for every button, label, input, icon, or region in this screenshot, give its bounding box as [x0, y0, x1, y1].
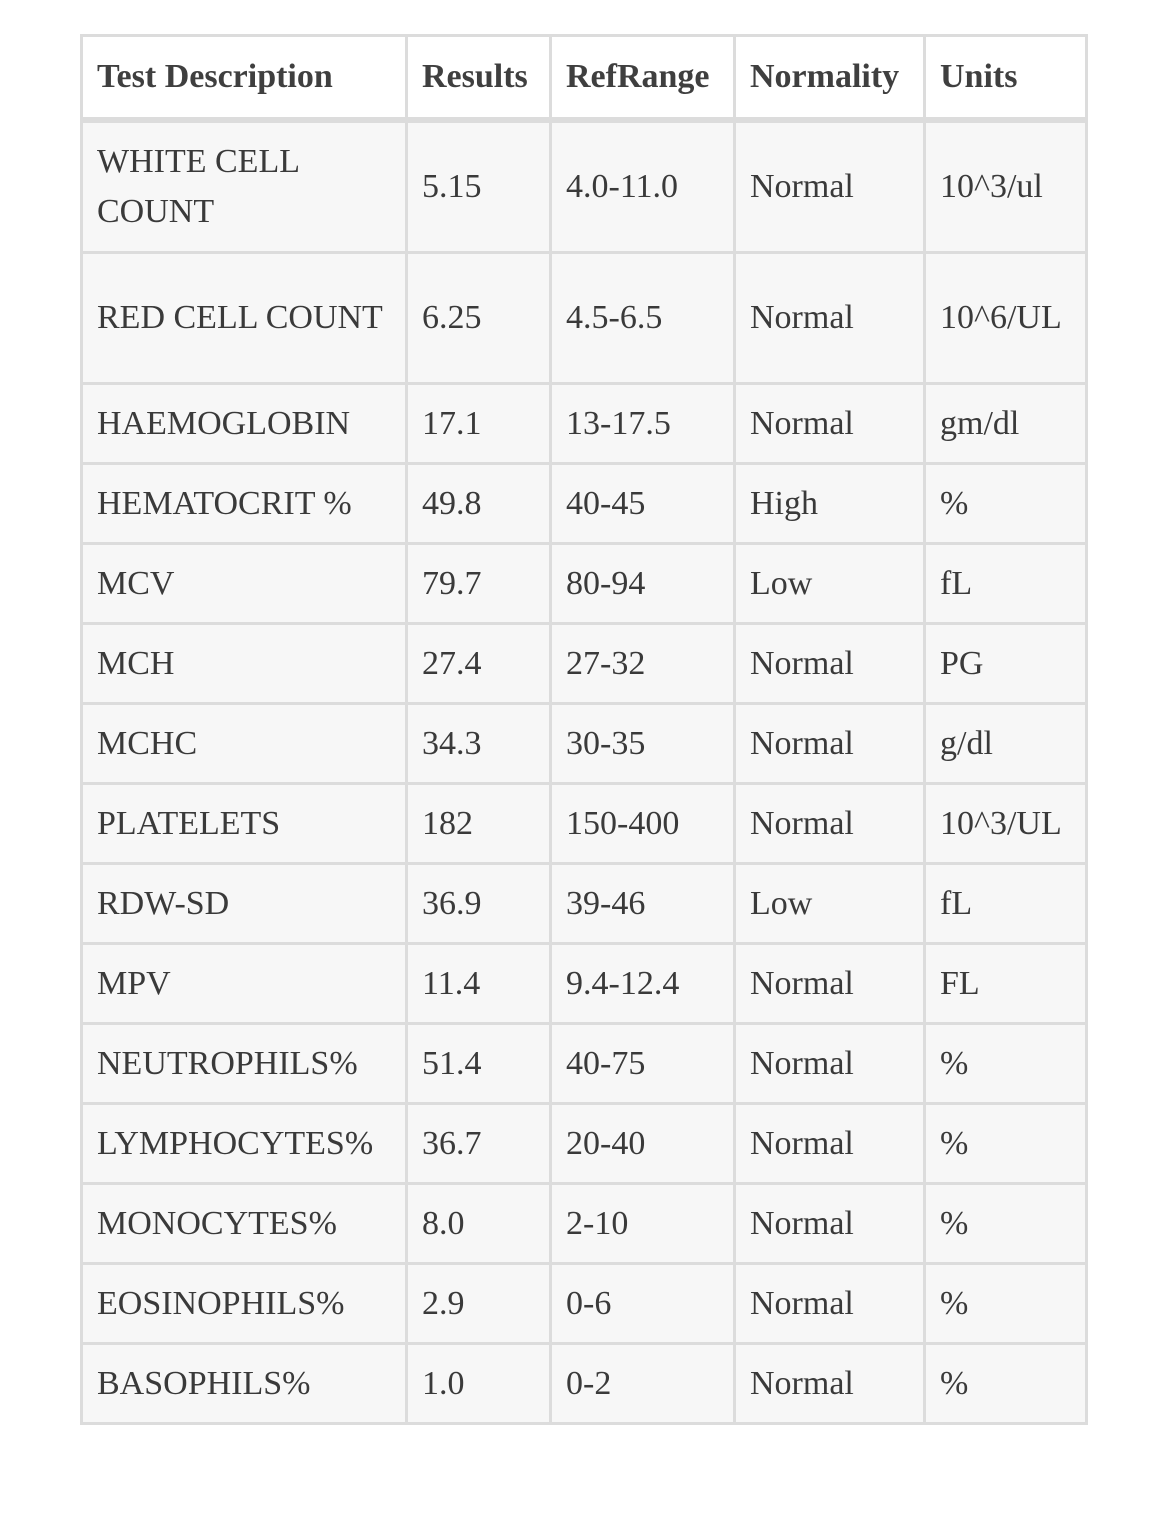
table-row — [82, 624, 1087, 704]
refrange-cell: 80-94 — [551, 544, 735, 624]
table-row — [82, 704, 1087, 784]
normality-cell: Normal — [735, 1264, 925, 1344]
header-normality: Normality — [735, 36, 925, 121]
result-cell: 27.4 — [407, 624, 551, 704]
units-cell: 10^3/UL — [925, 784, 1087, 864]
refrange-cell: 40-45 — [551, 464, 735, 544]
table-header — [82, 36, 1087, 121]
result-cell: 36.9 — [407, 864, 551, 944]
header-refrange: RefRange — [551, 36, 735, 121]
test-description-cell: MCH — [82, 624, 407, 704]
table-row — [82, 944, 1087, 1024]
units-cell: gm/dl — [925, 384, 1087, 464]
refrange-cell: 39-46 — [551, 864, 735, 944]
units-cell: g/dl — [925, 704, 1087, 784]
header-results: Results — [407, 36, 551, 121]
refrange-cell: 0-2 — [551, 1344, 735, 1424]
units-cell: % — [925, 1344, 1087, 1424]
table-row — [82, 1024, 1087, 1104]
normality-cell: Normal — [735, 253, 925, 384]
refrange-cell: 13-17.5 — [551, 384, 735, 464]
refrange-cell: 30-35 — [551, 704, 735, 784]
normality-cell: Normal — [735, 1024, 925, 1104]
units-cell: % — [925, 1184, 1087, 1264]
result-cell: 36.7 — [407, 1104, 551, 1184]
test-description-cell: LYMPHOCYTES% — [82, 1104, 407, 1184]
test-description-cell: HEMATOCRIT % — [82, 464, 407, 544]
normality-cell: High — [735, 464, 925, 544]
test-description-cell: NEUTROPHILS% — [82, 1024, 407, 1104]
refrange-cell: 4.0-11.0 — [551, 120, 735, 253]
result-cell: 49.8 — [407, 464, 551, 544]
table-row — [82, 784, 1087, 864]
table-row — [82, 1264, 1087, 1344]
units-cell: PG — [925, 624, 1087, 704]
test-description-cell: HAEMOGLOBIN — [82, 384, 407, 464]
normality-cell: Normal — [735, 784, 925, 864]
refrange-cell: 150-400 — [551, 784, 735, 864]
normality-cell: Normal — [735, 120, 925, 253]
normality-cell: Normal — [735, 1344, 925, 1424]
test-description-cell: RED CELL COUNT — [82, 253, 407, 384]
refrange-cell: 20-40 — [551, 1104, 735, 1184]
units-cell: % — [925, 464, 1087, 544]
refrange-cell: 27-32 — [551, 624, 735, 704]
units-cell: 10^3/ul — [925, 120, 1087, 253]
result-cell: 1.0 — [407, 1344, 551, 1424]
normality-cell: Normal — [735, 624, 925, 704]
normality-cell: Normal — [735, 704, 925, 784]
result-cell: 6.25 — [407, 253, 551, 384]
normality-cell: Low — [735, 864, 925, 944]
units-cell: % — [925, 1264, 1087, 1344]
units-cell: 10^6/UL — [925, 253, 1087, 384]
result-cell: 79.7 — [407, 544, 551, 624]
test-description-cell: MONOCYTES% — [82, 1184, 407, 1264]
test-description-cell: MCHC — [82, 704, 407, 784]
result-cell: 51.4 — [407, 1024, 551, 1104]
refrange-cell: 0-6 — [551, 1264, 735, 1344]
units-cell: % — [925, 1104, 1087, 1184]
table-row — [82, 544, 1087, 624]
refrange-cell: 9.4-12.4 — [551, 944, 735, 1024]
normality-cell: Normal — [735, 1104, 925, 1184]
result-cell: 8.0 — [407, 1184, 551, 1264]
test-description-cell: RDW-SD — [82, 864, 407, 944]
test-description-cell: MCV — [82, 544, 407, 624]
units-cell: FL — [925, 944, 1087, 1024]
result-cell: 5.15 — [407, 120, 551, 253]
normality-cell: Low — [735, 544, 925, 624]
result-cell: 182 — [407, 784, 551, 864]
result-cell: 11.4 — [407, 944, 551, 1024]
units-cell: % — [925, 1024, 1087, 1104]
result-cell: 34.3 — [407, 704, 551, 784]
normality-cell: Normal — [735, 1184, 925, 1264]
table-row — [82, 1184, 1087, 1264]
test-description-cell: WHITE CELL COUNT — [82, 120, 407, 253]
table-row — [82, 120, 1087, 253]
refrange-cell: 40-75 — [551, 1024, 735, 1104]
header-units: Units — [925, 36, 1087, 121]
lab-results-table — [80, 34, 1088, 1425]
table-row — [82, 464, 1087, 544]
refrange-cell: 4.5-6.5 — [551, 253, 735, 384]
units-cell: fL — [925, 864, 1087, 944]
normality-cell: Normal — [735, 384, 925, 464]
test-description-cell: MPV — [82, 944, 407, 1024]
table-row — [82, 253, 1087, 384]
normality-cell: Normal — [735, 944, 925, 1024]
refrange-cell: 2-10 — [551, 1184, 735, 1264]
test-description-cell: BASOPHILS% — [82, 1344, 407, 1424]
units-cell: fL — [925, 544, 1087, 624]
table-row — [82, 1344, 1087, 1424]
test-description-cell: PLATELETS — [82, 784, 407, 864]
result-cell: 2.9 — [407, 1264, 551, 1344]
table-body — [82, 120, 1087, 1424]
header-row — [82, 36, 1087, 121]
table-row — [82, 384, 1087, 464]
table-row — [82, 864, 1087, 944]
header-test-description: Test Description — [82, 36, 407, 121]
table-row — [82, 1104, 1087, 1184]
test-description-cell: EOSINOPHILS% — [82, 1264, 407, 1344]
result-cell: 17.1 — [407, 384, 551, 464]
